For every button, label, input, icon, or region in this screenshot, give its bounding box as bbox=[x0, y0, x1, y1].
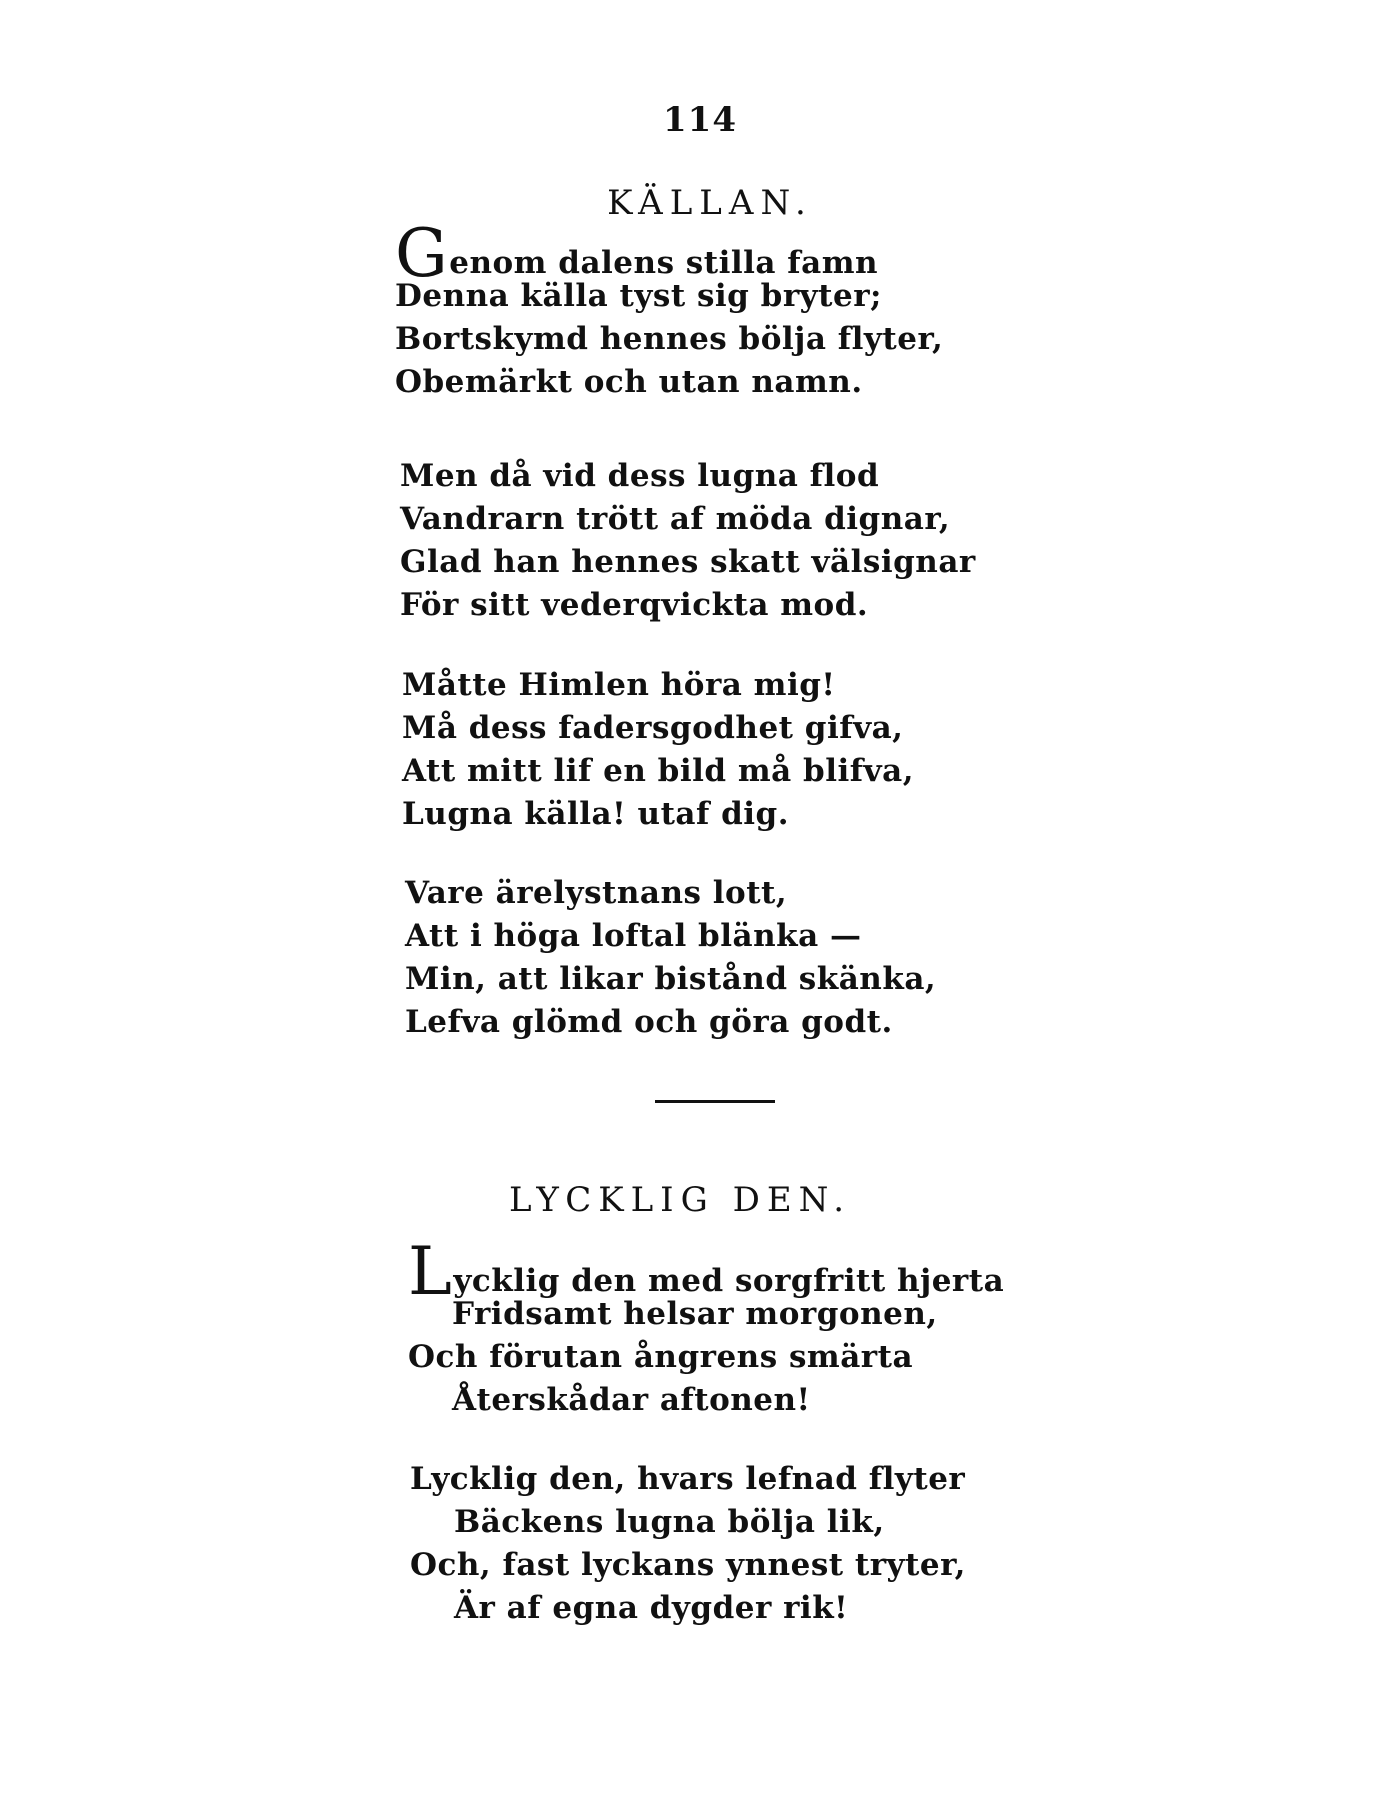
poem-kallan-stanza-2 bbox=[400, 455, 976, 627]
stanza-line: Fridsamt helsar morgonen, bbox=[452, 1296, 938, 1332]
stanza-line: Denna källa tyst sig bryter; bbox=[395, 278, 882, 314]
stanza-line: Att mitt lif en bild må blifva, bbox=[402, 753, 915, 789]
stanza-line: För sitt vederqvickta mod. bbox=[400, 587, 869, 623]
stanza-line: Återskådar aftonen! bbox=[452, 1382, 811, 1418]
stanza-line: Vare ärelystnans lott, bbox=[405, 875, 788, 911]
section-divider bbox=[655, 1100, 775, 1103]
poem-lycklig-stanza-1 bbox=[408, 1233, 1005, 1422]
poem-lycklig-stanza-2 bbox=[410, 1458, 966, 1630]
stanza-line: Bäckens lugna bölja lik, bbox=[454, 1504, 885, 1540]
stanza-line: Obemärkt och utan namn. bbox=[395, 364, 863, 400]
stanza-line: Och förutan ångrens smärta bbox=[408, 1339, 914, 1375]
stanza-line: Är af egna dygder rik! bbox=[454, 1590, 849, 1626]
stanza-line: Vandrarn trött af möda dignar, bbox=[400, 501, 951, 537]
line-text: enom dalens stilla famn bbox=[449, 245, 879, 281]
stanza-line: Lefva glömd och göra godt. bbox=[405, 1004, 893, 1040]
stanza-line: Lugna källa! utaf dig. bbox=[402, 796, 790, 832]
poem-title-kallan: KÄLLAN. bbox=[607, 183, 813, 223]
page-number: 114 bbox=[663, 100, 737, 140]
poem-kallan-stanza-4 bbox=[405, 872, 936, 1044]
stanza-line: Men då vid dess lugna flod bbox=[400, 458, 880, 494]
stanza-line: Och, fast lyckans ynnest tryter, bbox=[410, 1547, 966, 1583]
poem-kallan-stanza-3 bbox=[402, 664, 914, 836]
stanza-line: Må dess fadersgodhet gifva, bbox=[402, 710, 904, 746]
stanza-line bbox=[395, 215, 943, 292]
stanza-line: Måtte Himlen höra mig! bbox=[402, 667, 836, 703]
stanza-line: Att i höga loftal blänka — bbox=[405, 918, 862, 954]
line-text: ycklig den med sorgfritt hjerta bbox=[453, 1263, 1005, 1299]
drop-cap: G bbox=[395, 215, 449, 292]
stanza-line bbox=[408, 1233, 1005, 1310]
drop-cap: L bbox=[408, 1233, 453, 1310]
poem-title-lycklig-den: LYCKLIG DEN. bbox=[508, 1180, 852, 1220]
stanza-line: Bortskymd hennes bölja flyter, bbox=[395, 321, 944, 357]
poem-kallan-stanza-1 bbox=[395, 215, 944, 404]
stanza-line: Lycklig den, hvars lefnad flyter bbox=[410, 1461, 966, 1497]
stanza-line: Min, att likar bistånd skänka, bbox=[405, 961, 937, 997]
stanza-line: Glad han hennes skatt välsignar bbox=[400, 544, 976, 580]
